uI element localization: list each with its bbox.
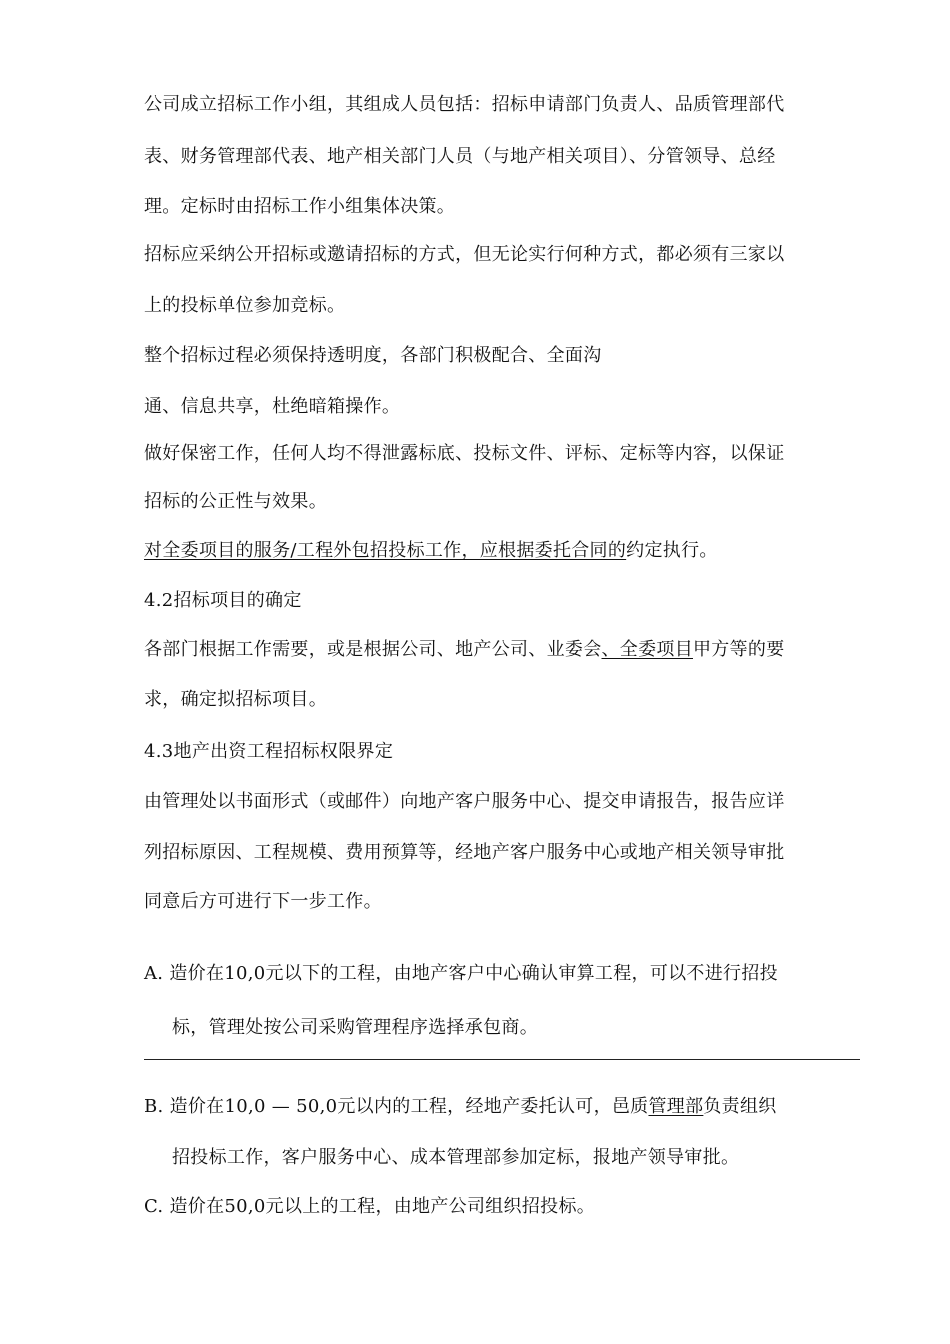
- paragraph-line: 招标应采纳公开招标或邀请招标的方式，但无论实行何种方式，都必须有三家以: [144, 244, 785, 265]
- text-span: 各部门根据工作需要，或是根据公司、地产公司、业委会: [144, 639, 602, 660]
- list-item-c: C. 造价在50,0元以上的工程，由地产公司组织招投标。: [144, 1196, 596, 1217]
- text-span: B. 造价在10,0 — 50,0元以内的工程，经地产委托认可，邑质: [144, 1096, 649, 1117]
- list-item-a-continued: 标，管理处按公司采购管理程序选择承包商。: [172, 1017, 538, 1038]
- underlined-text: 对全委项目的服务/工程外包招投标工作，应根据委托合同的: [144, 540, 627, 561]
- underlined-text: 管理部: [648, 1096, 704, 1117]
- paragraph-line: 招标的公正性与效果。: [144, 491, 327, 512]
- paragraph-line: 公司成立招标工作小组，其组成人员包括：招标申请部门负责人、品质管理部代: [144, 94, 785, 115]
- paragraph-line: 上的投标单位参加竞标。: [144, 295, 346, 316]
- paragraph-line: 理。定标时由招标工作小组集体决策。: [144, 196, 456, 217]
- section-heading: 4.3地产出资工程招标权限界定: [144, 741, 394, 762]
- text-span: 甲方等的要: [693, 639, 785, 660]
- paragraph-line: 同意后方可进行下一步工作。: [144, 891, 382, 912]
- paragraph-line: 表、财务管理部代表、地产相关部门人员（与地产相关项目）、分管领导、总经: [144, 146, 776, 167]
- paragraph-line: 由管理处以书面形式（或邮件）向地产客户服务中心、提交申请报告，报告应详: [144, 791, 785, 812]
- list-item-b-continued: 招投标工作，客户服务中心、成本管理部参加定标，报地产领导审批。: [172, 1147, 740, 1168]
- underlined-text: 、全委项目: [601, 639, 693, 660]
- paragraph-line: [144, 638, 864, 662]
- text-span: 约定执行。: [626, 540, 718, 561]
- section-heading: 4.2招标项目的确定: [144, 590, 302, 611]
- list-item-b: [144, 1095, 864, 1119]
- paragraph-line: [144, 539, 864, 563]
- horizontal-rule: [144, 1059, 860, 1060]
- paragraph-line: 通、信息共享，杜绝暗箱操作。: [144, 396, 401, 417]
- paragraph-line: 列招标原因、工程规模、费用预算等，经地产客户服务中心或地产相关领导审批: [144, 842, 785, 863]
- text-span: 负责组织: [703, 1096, 777, 1117]
- paragraph-line: 整个招标过程必须保持透明度，各部门积极配合、全面沟: [144, 345, 602, 366]
- paragraph-line: 求，确定拟招标项目。: [144, 689, 327, 710]
- list-item-a: A. 造价在10,0元以下的工程，由地产客户中心确认审算工程，可以不进行招投: [144, 963, 778, 984]
- paragraph-line: 做好保密工作，任何人均不得泄露标底、投标文件、评标、定标等内容，以保证: [144, 443, 785, 464]
